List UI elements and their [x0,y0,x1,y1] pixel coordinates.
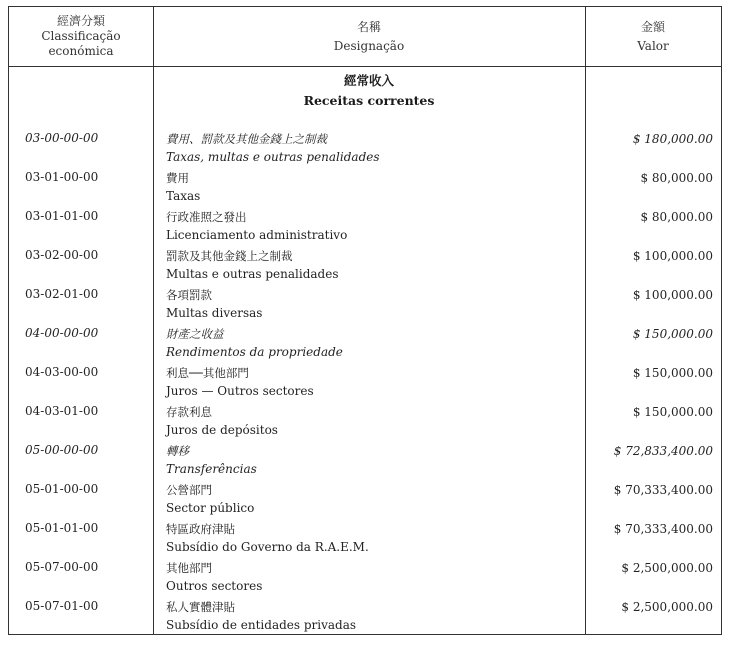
amount-value: $ 2,500,000.00 [621,600,713,614]
table-row [9,322,721,361]
economic-code: 05-01-01-00 [25,521,99,535]
section-title-zh: 經常收入 [343,73,394,88]
table-row [9,595,721,634]
designation-zh: 特區政府津貼 [166,522,235,536]
amount-value: $ 100,000.00 [632,288,713,302]
designation-pt: Juros de depósitos [166,423,278,437]
header-rule [9,66,721,67]
economic-code: 05-00-00-00 [25,443,99,457]
table-row [9,439,721,478]
table-row [9,517,721,556]
section-title [153,71,585,111]
designation-zh: 其他部門 [166,561,212,575]
section-title-pt: Receitas correntes [303,93,435,108]
designation [166,169,200,206]
economic-code: 03-02-01-00 [25,287,99,301]
designation [166,325,343,362]
designation-zh: 各項罰款 [166,288,212,302]
designation [166,598,356,635]
header-col1-pt-line2: económica [48,44,114,58]
header-designation [153,7,585,66]
designation-zh: 私人實體津貼 [166,600,235,614]
designation-pt: Sector público [166,501,255,515]
designation-zh: 存款利息 [166,405,212,419]
amount-value: $ 72,833,400.00 [613,444,713,458]
designation-zh: 轉移 [166,444,189,458]
designation [166,286,262,323]
economic-code: 05-01-00-00 [25,482,99,496]
designation-pt: Licenciamento administrativo [166,228,348,242]
table-row [9,205,721,244]
header-economic-classification [9,7,153,66]
designation-pt: Juros — Outros sectores [166,384,314,398]
amount-value: $ 2,500,000.00 [621,561,713,575]
economic-code: 05-07-01-00 [25,599,99,613]
amount-value: $ 150,000.00 [632,405,713,419]
table-row [9,556,721,595]
economic-code: 03-01-01-00 [25,209,99,223]
economic-code: 04-03-00-00 [25,365,99,379]
table-row [9,166,721,205]
designation [166,208,347,245]
designation-pt: Outros sectores [166,579,263,593]
designation [166,130,380,167]
economic-code: 04-00-00-00 [25,326,99,340]
designation [166,559,262,596]
header-col3-zh: 金額 [640,19,665,34]
amount-value: $ 180,000.00 [632,132,713,146]
amount-value: $ 70,333,400.00 [613,483,713,497]
designation-pt: Multas e outras penalidades [166,267,339,281]
table-row [9,478,721,517]
header-col2-zh: 名稱 [356,19,381,34]
designation-zh: 費用、罰款及其他金錢上之制裁 [166,132,327,146]
table-row [9,244,721,283]
economic-code: 03-00-00-00 [25,131,99,145]
economic-code: 03-01-00-00 [25,170,99,184]
designation-pt: Rendimentos da propriedade [166,345,343,359]
economic-code: 04-03-01-00 [25,404,99,418]
budget-table [8,6,722,635]
amount-value: $ 80,000.00 [640,171,713,185]
designation-zh: 費用 [166,171,189,185]
designation-zh: 財產之收益 [166,327,224,341]
header-col1-pt-line1: Classificação [41,29,121,43]
designation-pt: Taxas, multas e outras penalidades [166,150,380,164]
designation-pt: Taxas [166,189,201,203]
table-row [9,127,721,166]
designation-pt: Subsídio do Governo da R.A.E.M. [166,540,369,554]
designation [166,442,257,479]
designation-pt: Multas diversas [166,306,263,320]
amount-value: $ 150,000.00 [632,366,713,380]
designation [166,520,369,557]
table-body [9,127,721,634]
economic-code: 03-02-00-00 [25,248,99,262]
header-col1-zh: 經濟分類 [56,14,105,28]
designation-zh: 行政准照之發出 [166,210,247,224]
designation [166,403,278,440]
header-col2-pt: Designação [333,38,405,53]
header-col3-pt: Valor [637,38,669,53]
amount-value: $ 80,000.00 [640,210,713,224]
designation-zh: 利息──其他部門 [166,366,249,380]
economic-code: 05-07-00-00 [25,560,99,574]
designation-pt: Transferências [166,462,257,476]
designation-pt: Subsídio de entidades privadas [166,618,357,632]
table-row [9,283,721,322]
designation [166,481,254,518]
amount-value: $ 70,333,400.00 [613,522,713,536]
designation-zh: 公營部門 [166,483,212,497]
designation-zh: 罰款及其他金錢上之制裁 [166,249,293,263]
header-value [585,7,721,66]
designation [166,364,314,401]
table-row [9,400,721,439]
table-row [9,361,721,400]
amount-value: $ 150,000.00 [632,327,713,341]
amount-value: $ 100,000.00 [632,249,713,263]
designation [166,247,338,284]
